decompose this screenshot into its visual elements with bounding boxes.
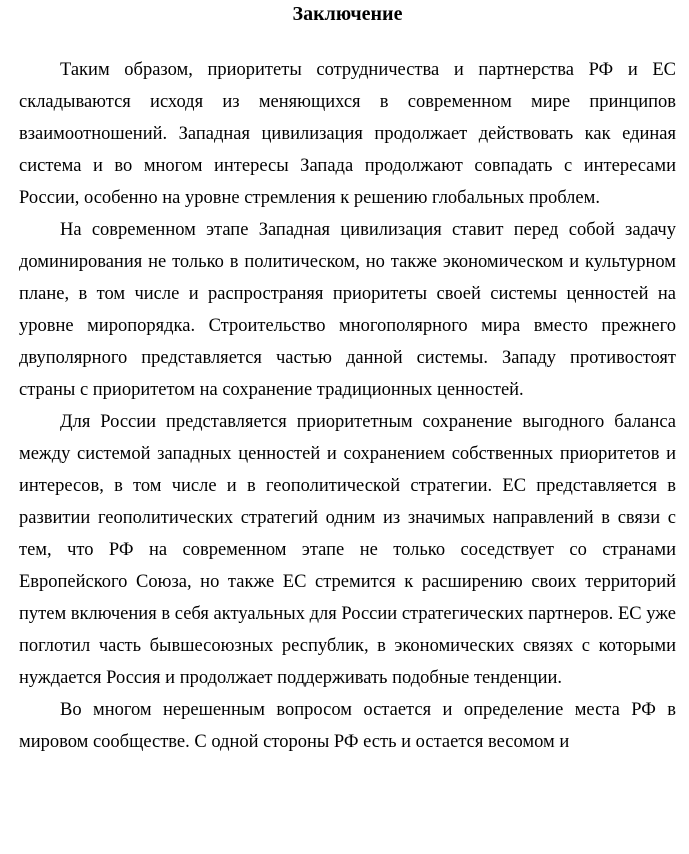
document-title: Заключение [292, 3, 403, 25]
paragraph-1: Таким образом, приоритеты сотрудничества и партнерства РФ и ЕС складываются исходя из меняющихся в современном мире принципов взаимоотношений. Западная цивилизация продолжает действовать как единая система и во многом интересы Запада продолжают совпадать с интересами России, особенно на уровне стремления к решению глобальных проблем. [19, 60, 676, 208]
paragraph-4: Во многом нерешенным вопросом остается и определение места РФ в мировом сообществе. С одной стороны РФ есть и остается весомом и [19, 700, 676, 752]
paragraph-2: На современном этапе Западная цивилизация ставит перед собой задачу доминирования не только в политическом, но также экономическом и культурном плане, в том числе и распространяя приоритеты своей системы ценностей на уровне миропорядка. Строительство многополярного мира вместо прежнего двуполярного представляется частью данной системы. Западу противостоят страны с приоритетом на сохранение традиционных ценностей. [19, 220, 676, 400]
paragraph-3: Для России представляется приоритетным сохранение выгодного баланса между системой западных ценностей и сохранением собственных приоритетов и интересов, в том числе и в геополитической стратегии. ЕС представляется в развитии геополитических стратегий одним из значимых направлений в связи с тем, что РФ на современном этапе не только соседствует со странами Европейского Союза, но также ЕС стремится к расширению своих территорий путем включения в себя актуальных для России стратегических партнеров. ЕС уже поглотил часть бывшесоюзных республик, в экономических связях с которыми нуждается Россия и продолжает поддерживать подобные тенденции. [19, 412, 676, 688]
